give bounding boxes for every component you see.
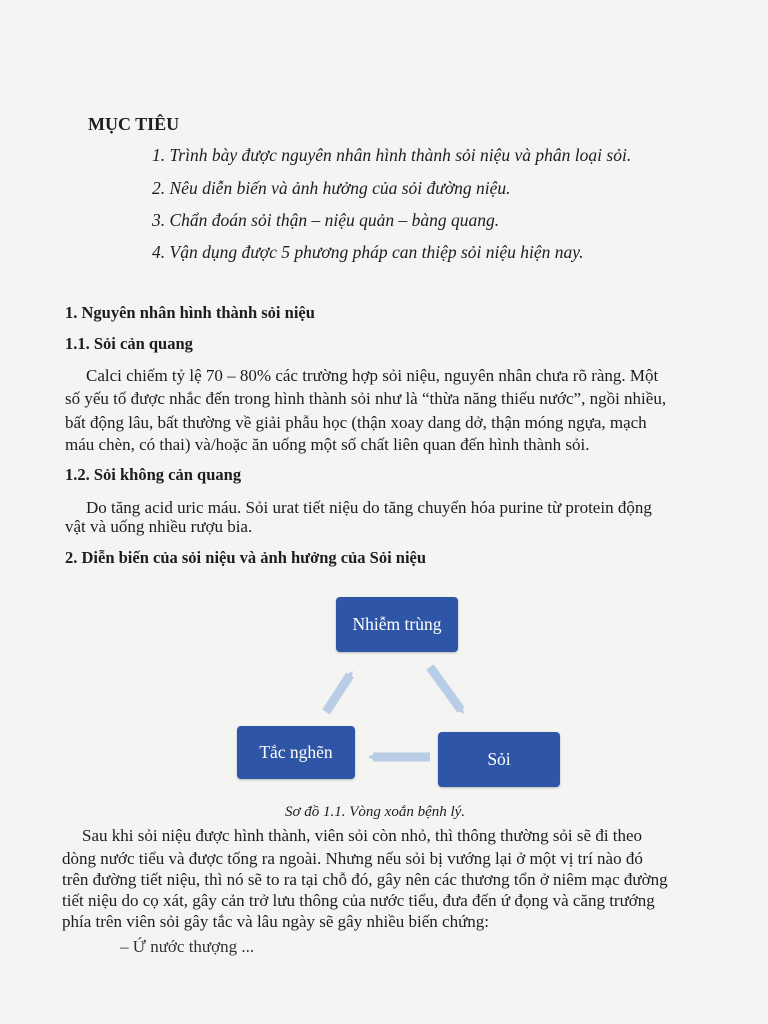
arrow-obstruction-to-infection — [326, 675, 350, 712]
paragraph-line: tiết niệu do cọ xát, gây cản trở lưu thông của nước tiểu, đưa đến ứ đọng và căng trướng — [62, 891, 655, 910]
diagram-caption: Sơ đồ 1.1. Vòng xoắn bệnh lý. — [285, 804, 466, 820]
partial-bullet-line: – Ứ nước thượng ... — [120, 937, 255, 956]
page-bottom-margin — [0, 962, 768, 1024]
paragraph-line: số yếu tố được nhắc đến trong hình thành sỏi như là “thừa năng thiếu nước”, ngồi nhiều, — [65, 389, 667, 408]
objective-1: 1. Trình bày được nguyên nhân hình thành sỏi niệu và phân loại sỏi. — [152, 145, 632, 165]
objective-4: 4. Vận dụng được 5 phương pháp can thiệp sỏi niệu hiện nay. — [152, 242, 584, 262]
node-infection: Nhiễm trùng — [336, 597, 458, 652]
paragraph-line: Do tăng acid uric máu. Sỏi urat tiết niệu do tăng chuyển hóa purine từ protein động — [86, 498, 652, 517]
section-1-2-title: 1.2. Sỏi không cản quang — [65, 465, 242, 484]
paragraph-line: trên đường tiết niệu, thì nó sẽ to ra tại chỗ đó, gây nên các thương tổn ở niêm mạc đường — [62, 870, 668, 889]
paragraph-line: dòng nước tiểu và được tống ra ngoài. Nhưng nếu sỏi bị vướng lại ở một vị trí nào đó — [62, 849, 643, 868]
objective-2: 2. Nêu diễn biến và ảnh hưởng của sỏi đường niệu. — [152, 178, 511, 198]
paragraph-line: vật và uống nhiều rượu bia. — [65, 517, 253, 536]
paragraph-line: máu chèn, có thai) và/hoặc ăn uống một số chất liên quan đến hình thành sỏi. — [65, 435, 590, 454]
paragraph-line: bất động lâu, bất thường về giải phẫu học (thận xoay dang dở, thận móng ngựa, mạch — [65, 413, 647, 432]
paragraph-line: Sau khi sỏi niệu được hình thành, viên sỏi còn nhỏ, thì thông thường sỏi sẽ đi theo — [82, 826, 643, 845]
paragraph-line: Calci chiếm tỷ lệ 70 – 80% các trường hợp sỏi niệu, nguyên nhân chưa rõ ràng. Một — [86, 366, 659, 385]
section-1-1-title: 1.1. Sỏi cản quang — [65, 334, 193, 353]
node-stone: Sỏi — [438, 732, 560, 787]
page-heading: MỤC TIÊU — [88, 114, 180, 134]
objective-3: 3. Chẩn đoán sỏi thận – niệu quản – bàng quang. — [152, 210, 500, 230]
arrow-infection-to-stone — [430, 667, 461, 710]
section-2-title: 2. Diễn biến của sỏi niệu và ảnh hưởng của Sỏi niệu — [65, 548, 427, 567]
section-1-title: 1. Nguyên nhân hình thành sỏi niệu — [65, 303, 315, 322]
paragraph-line: phía trên viên sỏi gây tắc và lâu ngày sẽ gây nhiều biến chứng: — [62, 912, 490, 931]
node-obstruction: Tắc nghẽn — [237, 726, 355, 779]
